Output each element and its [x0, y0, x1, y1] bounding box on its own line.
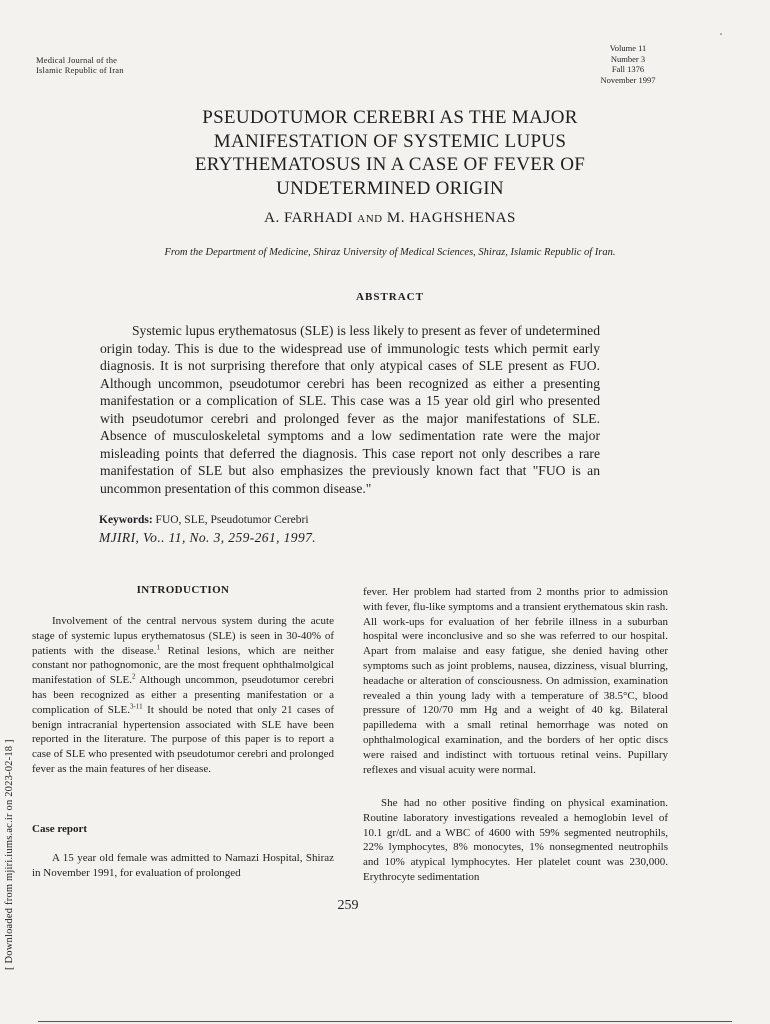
- introduction-heading: INTRODUCTION: [136, 584, 230, 596]
- issue-date: November 1997: [600, 74, 656, 85]
- journal-line-1: Medical Journal of the: [36, 55, 118, 65]
- citation: MJIRI, Vo.. 11, No. 3, 259-261, 1997.: [99, 530, 317, 545]
- page-number: 259: [337, 898, 359, 913]
- keywords-list: FUO, SLE, Pseudotumor Cerebri: [155, 514, 309, 526]
- author-join: AND: [357, 213, 383, 225]
- keywords-label: Keywords:: [99, 514, 153, 526]
- title-line: PSEUDOTUMOR CEREBRI AS THE MAJOR: [202, 107, 578, 128]
- lab-findings-paragraph: She had no other positive finding on physical examination. Routine laboratory investigations revealed a hemoglobin level of 10.1 gr/dL and a WBC of 4600 with 59% segmented neutrophils, 22% lymphocytes, 8% monocytes, 1% nonsegmented neutrophils and 10% atypical lymphocytes. Her platelet count was 230,000. Erythrocyte sedimentation: [363, 797, 668, 883]
- title-line: ERYTHEMATOSUS IN A CASE OF FEVER OF: [194, 154, 586, 175]
- case-report-heading: Case report: [32, 823, 88, 835]
- case-report-continued: fever. Her problem had started from 2 months prior to admission with fever, flu-like symptoms and a transient erythematous skin rash. All work-ups for evaluation of her febrile illness in a suburban hospital were inconclusive and so she was referred to our hospital. Apart from malaise and easy fatigue, she denied having other symptoms such as joint problems, nausea, dizziness, visual blurring, headache or alteration of consciousness. On admission, examination revealed a thin young lady with a temperature of 38.5°C, blood pressure of 120/70 mm Hg and a weight of 40 kg. Bilateral papilledema with a small retinal hemorrhage was noted on ophthalmological examination, and the borders of her optic discs were raised and indistinct with tortuous retinal veins. Pupillary reflexes and visual acuity were normal.: [363, 586, 668, 776]
- intro-text: It should be noted that only 21 cases of benign intracranial hypertension associated with SLE have been reported in the literature. The purpose of this paper is to report a case of SLE who presented with pseudotumor cerebri and prolonged fever as the main features of her disease.: [32, 703, 334, 775]
- intro-text: Involvement of the central nervous system during the acute stage of systemic lupus erythematosus (SLE) is seen in 30-40% of patients with the disease.: [32, 615, 334, 657]
- abstract-text: Systemic lupus erythematosus (SLE) is less likely to present as fever of undetermined origin today. This is due to the widespread use of immunologic tests which permit early diagnosis. It is not surprising therefore that only atypical cases of SLE present as FUO. Although uncommon, pseudotumor cerebri has been recognized as either a presenting manifestation or a complication of SLE. This case was a 15 year old girl who presented with pseudotumor cerebri and prolonged fever as the major manifestations of SLE. Absence of musculoskeletal symptoms and a low sedimentation rate were the major misleading points that deferred the diagnosis. This case report not only describes a rare manifestation of SLE but also emphasizes the previously known fact that "FUO is an uncommon presentation of this common disease.": [100, 323, 600, 496]
- title-line: MANIFESTATION OF SYSTEMIC LUPUS: [213, 130, 567, 152]
- author-line: [100, 210, 680, 227]
- issue-info: [588, 43, 668, 85]
- title-line: UNDETERMINED ORIGIN: [276, 177, 504, 199]
- download-watermark: [ Downloaded from mjiri.iums.ac.ir on 2023-02-18 ]: [4, 739, 15, 970]
- article-title: [100, 106, 680, 200]
- author-1: A. FARHADI: [264, 210, 354, 226]
- journal-line-2: Islamic Republic of Iran: [36, 65, 124, 75]
- number-label: Number 3: [610, 53, 646, 64]
- reference-mark: 3-11: [130, 702, 143, 711]
- reference-mark: 1: [156, 642, 161, 651]
- intro-text: Retinal lesions, which are neither constant nor pathognomonic, are the most frequent ophthalmolgical manifestation of SLE.: [32, 644, 334, 687]
- affiliation: From the Department of Medicine, Shiraz University of Medical Sciences, Shiraz, Islamic Republic of Iran.: [164, 247, 616, 258]
- reference-mark: 2: [132, 672, 136, 681]
- bottom-rule: [38, 1021, 732, 1022]
- abstract-heading: ABSTRACT: [356, 291, 424, 303]
- introduction-paragraph: [32, 614, 334, 777]
- journal-name: [36, 55, 124, 75]
- author-2: M. HAGHSHENAS: [386, 210, 516, 226]
- volume-label: Volume 11: [609, 43, 647, 53]
- keywords: [99, 514, 309, 526]
- case-report-paragraph: A 15 year old female was admitted to Namazi Hospital, Shiraz in November 1991, for evaluation of prolonged: [32, 852, 334, 879]
- scan-speck: [720, 33, 722, 35]
- season-label: Fall 1376: [611, 64, 645, 74]
- intro-text: Although uncommon, pseudotumor cerebri has been recognized as either a presenting manifestation or a complication of SLE.: [32, 674, 335, 716]
